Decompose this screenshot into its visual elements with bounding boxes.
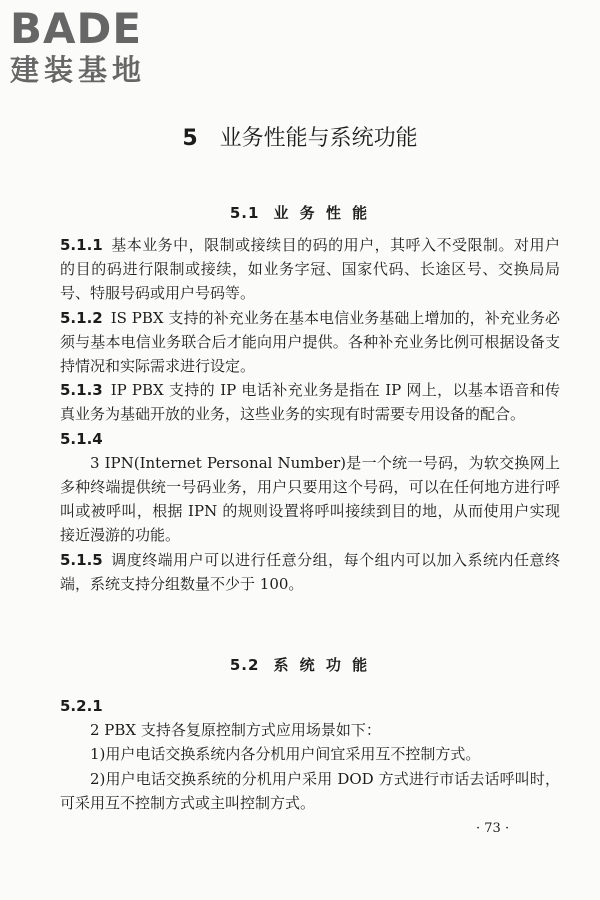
section-body-5-1 <box>60 233 560 596</box>
clause <box>60 427 560 451</box>
clause <box>60 548 560 596</box>
logo-wordmark: BADE <box>10 4 143 53</box>
clause-number: 5.1.4 <box>60 429 103 448</box>
clause <box>60 378 560 426</box>
clause-number: 5.1.2 <box>60 308 103 327</box>
chapter-number: 5 <box>182 126 198 151</box>
chapter-title-text: 业务性能与系统功能 <box>219 126 418 151</box>
clause <box>60 306 560 379</box>
clause <box>60 233 560 306</box>
section-number: 5.2 <box>229 656 260 674</box>
clause-text: IP PBX 支持的 IP 电话补充业务是指在 IP 网上，以基本语音和传真业务为基础开放的业务，这些业务的实现有时需要专用设备的配合。 <box>60 381 560 424</box>
section-title: 系 统 功 能 <box>273 656 371 674</box>
clause-item <box>60 451 560 548</box>
clause-text: 3 IPN(Internet Personal Number)是一个统一号码，为软交换网上多种终端提供统一号码业务，用户只要用这个号码，可以在任何地方进行呼叫或被呼叫，根据 IPN 的规则设置将呼叫接续到目的地，从而使用户实现接近漫游的功能。 <box>60 453 560 545</box>
clause-text: 调度终端用户可以进行任意分组，每个组内可以加入系统内任意终端，系统支持分组数量不少于 100。 <box>60 550 560 593</box>
section-body-5-2 <box>60 694 560 815</box>
section-heading-5-2 <box>0 654 600 676</box>
page-number: · 73 · <box>476 821 510 836</box>
clause-text: IS PBX 支持的补充业务在基本电信业务基础上增加的，补充业务必须与基本电信业务联合后才能向用户提供。各种补充业务比例可根据设备支持情况和实际需求进行设定。 <box>60 308 560 376</box>
clause-item <box>60 767 560 815</box>
section-heading-5-1 <box>0 202 600 224</box>
chapter-title <box>0 124 600 154</box>
clause-text: 2 PBX 支持各复原控制方式应用场景如下： <box>90 721 381 740</box>
clause-item <box>60 742 560 766</box>
bade-logo <box>10 6 175 86</box>
clause-text: 2)用户电话交换系统的分机用户采用 DOD 方式进行市话去话呼叫时，可采用互不控制方式或主叫控制方式。 <box>60 769 560 812</box>
clause-number: 5.1.5 <box>60 550 103 569</box>
section-number: 5.1 <box>229 204 260 222</box>
clause-text: 基本业务中，限制或接续目的码的用户，其呼入不受限制。对用户的目的码进行限制或接续，如业务字冠、国家代码、长途区号、交换局局号、特服号码或用户号码等。 <box>60 236 560 303</box>
clause-number: 5.1.3 <box>60 381 103 400</box>
clause <box>60 694 560 718</box>
clause-text: 1)用户电话交换系统内各分机用户间宜采用互不控制方式。 <box>90 745 481 764</box>
clause-number: 5.1.1 <box>60 236 103 254</box>
logo-subtitle: 建装基地 <box>10 53 147 87</box>
clause-number: 5.2.1 <box>60 697 103 715</box>
clause-item <box>60 718 560 742</box>
section-title: 业 务 性 能 <box>273 204 371 222</box>
